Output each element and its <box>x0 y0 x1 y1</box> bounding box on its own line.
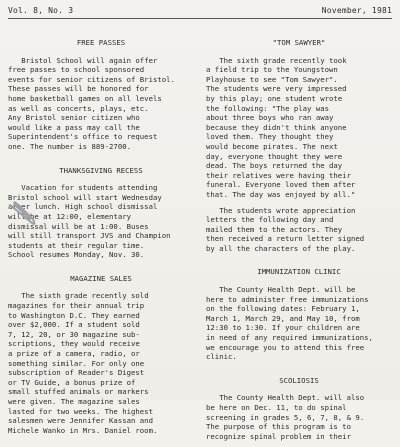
paragraph: The sixth grade recently sold magazines for their annual trip to Washington D.C. They earned over $2,000. If a student sold 7, 12, 20, or 30 magazine sub- scriptions, they would receive a prize of a camera, radio, or something similar. For only one subscription of Reader's Digest or TV Guide, a bonus prize of small stuffed animals or markers were given. The magazine sales lasted for two weeks. The highest salesmen were Jennifer Kassan and Michele Wanko in Mrs. Daniel room. <box>8 291 158 435</box>
paragraph: Bristol School will again offer free passes to school sponsored events for senior citizens of Bristol. These passes will be honored for home basketball games on all levels as well as concerts, plays, etc. Any Bristol senior citizen who would like a pass may call the Superintendent's office to request one. The number is 889-2700. <box>8 55 175 151</box>
paragraph: The sixth grade recently took a field trip to the Youngstown Playhouse to see "Tom Sawyer". The students were very impressed by this play; one student wrote the following: "The play was about three boys who ran away because they didn't think anyone loved them. They thought they would become pirates. The next day, everyone thought they were dead. The boys returned the day their relatives were having their funeral. Everyone loved them after that. The day was enjoyed by all." <box>206 55 356 199</box>
heading-immunization-clinic: IMMUNIZATION CLINIC <box>257 267 341 277</box>
heading-thanksgiving-recess: THANKSGIVING RECESS <box>59 165 143 175</box>
heading-magazine-sales: MAGAZINE SALES <box>70 273 132 283</box>
right-column <box>206 24 392 447</box>
volume-issue: Vol. 8, No. 3 <box>8 6 74 15</box>
paragraph: The County Health Dept. will also be here on Dec. 11, to do spinal screening in grades 5, 6, 7, 8, & 9. The purpose of this program is to recognize spinal problem in their <box>206 393 365 441</box>
heading-tom-sawyer: "TOM SAWYER" <box>272 38 326 47</box>
left-column <box>8 24 194 441</box>
paperclip-icon <box>6 195 40 229</box>
issue-date: November, 1981 <box>321 6 392 15</box>
heading-free-passes: FREE PASSES <box>76 38 126 47</box>
paragraph: The County Health Dept. will be here to administer free immunizations on the following dates: February 1, March 1, March 29, and May 10, from 12:30 to 1:30. If your children are in need of any required immunizations, we encourage you to attend this free clinic. <box>206 285 373 362</box>
paragraph: Vacation for students attending Bristol school will start Wednesday after lunch. High school dismissal will be at 12:00, elementary dismissal will be at 1:00. Buses will still transport JVS and Champion students at their regular time. School resumes Monday, Nov. 30. <box>8 183 171 260</box>
paragraph: The students wrote appreciation letters the following day and mailed them to the actors. They then received a return letter signed by all the characters of the play. <box>206 205 365 253</box>
heading-scoliosis: SCOLIOSIS <box>279 375 319 385</box>
header-rule <box>8 18 392 19</box>
newsletter-header <box>8 6 392 18</box>
